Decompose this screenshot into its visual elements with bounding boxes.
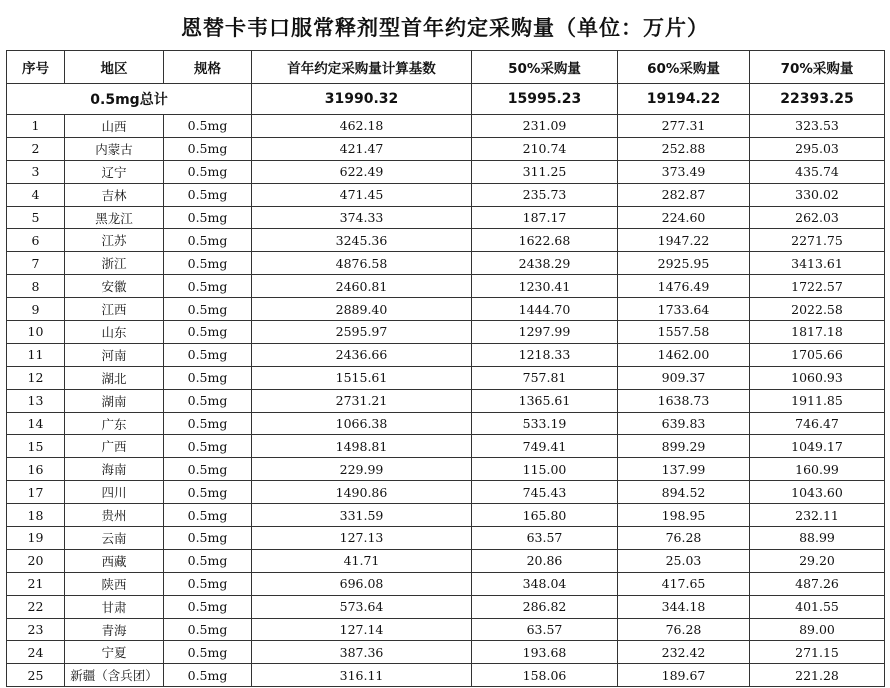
- cell-no: 19: [7, 527, 65, 550]
- cell-p60: 198.95: [618, 504, 750, 527]
- cell-p70: 271.15: [750, 641, 885, 664]
- cell-p60: 899.29: [618, 435, 750, 458]
- cell-base: 2460.81: [252, 275, 472, 298]
- cell-base: 3245.36: [252, 229, 472, 252]
- cell-p50: 210.74: [472, 137, 618, 160]
- cell-p50: 1365.61: [472, 389, 618, 412]
- total-base: 31990.32: [252, 84, 472, 115]
- cell-no: 15: [7, 435, 65, 458]
- table-row: [7, 115, 885, 138]
- cell-p50: 115.00: [472, 458, 618, 481]
- cell-base: 471.45: [252, 183, 472, 206]
- cell-p70: 330.02: [750, 183, 885, 206]
- cell-spec: 0.5mg: [164, 343, 252, 366]
- cell-no: 17: [7, 481, 65, 504]
- cell-base: 316.11: [252, 664, 472, 687]
- cell-region: 吉林: [65, 183, 164, 206]
- cell-p60: 1476.49: [618, 275, 750, 298]
- total-p50: 15995.23: [472, 84, 618, 115]
- cell-base: 462.18: [252, 115, 472, 138]
- table-row: [7, 389, 885, 412]
- cell-p60: 282.87: [618, 183, 750, 206]
- cell-region: 辽宁: [65, 160, 164, 183]
- cell-p50: 63.57: [472, 527, 618, 550]
- cell-no: 18: [7, 504, 65, 527]
- cell-spec: 0.5mg: [164, 527, 252, 550]
- cell-region: 四川: [65, 481, 164, 504]
- cell-p60: 76.28: [618, 618, 750, 641]
- cell-p70: 262.03: [750, 206, 885, 229]
- table-row: [7, 412, 885, 435]
- table-row: [7, 504, 885, 527]
- table-row: [7, 572, 885, 595]
- cell-no: 3: [7, 160, 65, 183]
- cell-p50: 1622.68: [472, 229, 618, 252]
- cell-p50: 1297.99: [472, 321, 618, 344]
- cell-region: 山西: [65, 115, 164, 138]
- table-row: [7, 458, 885, 481]
- cell-base: 1498.81: [252, 435, 472, 458]
- cell-p60: 909.37: [618, 366, 750, 389]
- cell-p60: 76.28: [618, 527, 750, 550]
- cell-no: 14: [7, 412, 65, 435]
- cell-p60: 137.99: [618, 458, 750, 481]
- cell-region: 浙江: [65, 252, 164, 275]
- cell-no: 20: [7, 549, 65, 572]
- cell-p70: 2022.58: [750, 298, 885, 321]
- cell-base: 41.71: [252, 549, 472, 572]
- header-spec: 规格: [164, 51, 252, 84]
- cell-spec: 0.5mg: [164, 183, 252, 206]
- cell-region: 贵州: [65, 504, 164, 527]
- cell-base: 4876.58: [252, 252, 472, 275]
- cell-p70: 1722.57: [750, 275, 885, 298]
- cell-p70: 29.20: [750, 549, 885, 572]
- cell-base: 622.49: [252, 160, 472, 183]
- cell-no: 11: [7, 343, 65, 366]
- cell-p70: 401.55: [750, 595, 885, 618]
- cell-p70: 746.47: [750, 412, 885, 435]
- cell-base: 374.33: [252, 206, 472, 229]
- cell-no: 4: [7, 183, 65, 206]
- cell-no: 9: [7, 298, 65, 321]
- cell-spec: 0.5mg: [164, 389, 252, 412]
- cell-p70: 1049.17: [750, 435, 885, 458]
- cell-p70: 1911.85: [750, 389, 885, 412]
- cell-spec: 0.5mg: [164, 504, 252, 527]
- cell-region: 青海: [65, 618, 164, 641]
- cell-region: 西藏: [65, 549, 164, 572]
- cell-spec: 0.5mg: [164, 252, 252, 275]
- table-row: [7, 160, 885, 183]
- cell-spec: 0.5mg: [164, 275, 252, 298]
- table-row: [7, 366, 885, 389]
- cell-p70: 1817.18: [750, 321, 885, 344]
- table-row: [7, 641, 885, 664]
- cell-region: 新疆（含兵团）: [65, 664, 164, 687]
- header-base: 首年约定采购量计算基数: [252, 51, 472, 84]
- cell-base: 573.64: [252, 595, 472, 618]
- cell-region: 宁夏: [65, 641, 164, 664]
- cell-p50: 1230.41: [472, 275, 618, 298]
- cell-p50: 231.09: [472, 115, 618, 138]
- cell-no: 16: [7, 458, 65, 481]
- cell-p60: 1733.64: [618, 298, 750, 321]
- cell-spec: 0.5mg: [164, 229, 252, 252]
- table-row: [7, 343, 885, 366]
- cell-p60: 277.31: [618, 115, 750, 138]
- cell-p60: 252.88: [618, 137, 750, 160]
- cell-p50: 286.82: [472, 595, 618, 618]
- cell-p60: 639.83: [618, 412, 750, 435]
- cell-spec: 0.5mg: [164, 481, 252, 504]
- cell-no: 1: [7, 115, 65, 138]
- cell-p60: 344.18: [618, 595, 750, 618]
- cell-spec: 0.5mg: [164, 298, 252, 321]
- cell-spec: 0.5mg: [164, 641, 252, 664]
- cell-region: 湖北: [65, 366, 164, 389]
- cell-base: 387.36: [252, 641, 472, 664]
- procurement-table: [6, 50, 885, 687]
- cell-p60: 25.03: [618, 549, 750, 572]
- cell-p60: 189.67: [618, 664, 750, 687]
- cell-p50: 235.73: [472, 183, 618, 206]
- table-row: [7, 298, 885, 321]
- cell-spec: 0.5mg: [164, 572, 252, 595]
- cell-no: 8: [7, 275, 65, 298]
- table-row: [7, 321, 885, 344]
- cell-base: 2731.21: [252, 389, 472, 412]
- table-row: [7, 481, 885, 504]
- cell-no: 2: [7, 137, 65, 160]
- cell-base: 127.13: [252, 527, 472, 550]
- cell-base: 421.47: [252, 137, 472, 160]
- cell-no: 22: [7, 595, 65, 618]
- table-row: [7, 183, 885, 206]
- cell-region: 山东: [65, 321, 164, 344]
- cell-spec: 0.5mg: [164, 435, 252, 458]
- cell-base: 1066.38: [252, 412, 472, 435]
- cell-no: 6: [7, 229, 65, 252]
- cell-no: 25: [7, 664, 65, 687]
- cell-spec: 0.5mg: [164, 412, 252, 435]
- cell-spec: 0.5mg: [164, 160, 252, 183]
- cell-p50: 745.43: [472, 481, 618, 504]
- cell-p50: 187.17: [472, 206, 618, 229]
- table-row: [7, 229, 885, 252]
- table-row: [7, 664, 885, 687]
- cell-p50: 193.68: [472, 641, 618, 664]
- cell-no: 10: [7, 321, 65, 344]
- header-p50: 50%采购量: [472, 51, 618, 84]
- table-row: [7, 137, 885, 160]
- cell-no: 23: [7, 618, 65, 641]
- total-p70: 22393.25: [750, 84, 885, 115]
- table-row: [7, 618, 885, 641]
- table-row: [7, 275, 885, 298]
- cell-spec: 0.5mg: [164, 458, 252, 481]
- cell-no: 5: [7, 206, 65, 229]
- cell-p70: 487.26: [750, 572, 885, 595]
- cell-p70: 160.99: [750, 458, 885, 481]
- cell-p50: 533.19: [472, 412, 618, 435]
- header-p70: 70%采购量: [750, 51, 885, 84]
- cell-p50: 1444.70: [472, 298, 618, 321]
- cell-p50: 158.06: [472, 664, 618, 687]
- cell-p70: 221.28: [750, 664, 885, 687]
- cell-no: 7: [7, 252, 65, 275]
- cell-region: 广东: [65, 412, 164, 435]
- cell-no: 13: [7, 389, 65, 412]
- cell-base: 696.08: [252, 572, 472, 595]
- cell-p60: 894.52: [618, 481, 750, 504]
- cell-region: 安徽: [65, 275, 164, 298]
- cell-p50: 348.04: [472, 572, 618, 595]
- cell-p60: 373.49: [618, 160, 750, 183]
- cell-region: 甘肃: [65, 595, 164, 618]
- cell-region: 江西: [65, 298, 164, 321]
- cell-no: 12: [7, 366, 65, 389]
- cell-p70: 88.99: [750, 527, 885, 550]
- table-row: [7, 549, 885, 572]
- cell-spec: 0.5mg: [164, 366, 252, 389]
- table-row: [7, 595, 885, 618]
- cell-p70: 435.74: [750, 160, 885, 183]
- cell-p50: 20.86: [472, 549, 618, 572]
- cell-spec: 0.5mg: [164, 618, 252, 641]
- cell-region: 江苏: [65, 229, 164, 252]
- cell-p60: 1638.73: [618, 389, 750, 412]
- header-p60: 60%采购量: [618, 51, 750, 84]
- cell-p70: 295.03: [750, 137, 885, 160]
- cell-p60: 1462.00: [618, 343, 750, 366]
- cell-region: 湖南: [65, 389, 164, 412]
- table-row: [7, 435, 885, 458]
- cell-base: 127.14: [252, 618, 472, 641]
- header-region: 地区: [65, 51, 164, 84]
- cell-region: 海南: [65, 458, 164, 481]
- cell-base: 2595.97: [252, 321, 472, 344]
- cell-spec: 0.5mg: [164, 115, 252, 138]
- cell-p60: 417.65: [618, 572, 750, 595]
- cell-base: 2889.40: [252, 298, 472, 321]
- cell-p50: 749.41: [472, 435, 618, 458]
- cell-region: 黑龙江: [65, 206, 164, 229]
- cell-p50: 311.25: [472, 160, 618, 183]
- cell-p70: 2271.75: [750, 229, 885, 252]
- cell-spec: 0.5mg: [164, 206, 252, 229]
- cell-region: 河南: [65, 343, 164, 366]
- cell-p60: 232.42: [618, 641, 750, 664]
- cell-p60: 1947.22: [618, 229, 750, 252]
- cell-spec: 0.5mg: [164, 137, 252, 160]
- cell-no: 24: [7, 641, 65, 664]
- cell-base: 1515.61: [252, 366, 472, 389]
- cell-p50: 2438.29: [472, 252, 618, 275]
- cell-spec: 0.5mg: [164, 664, 252, 687]
- cell-region: 广西: [65, 435, 164, 458]
- total-label: 0.5mg总计: [7, 84, 252, 115]
- cell-no: 21: [7, 572, 65, 595]
- page-title: 恩替卡韦口服常释剂型首年约定采购量（单位：万片）: [181, 16, 709, 40]
- cell-p70: 323.53: [750, 115, 885, 138]
- cell-p70: 232.11: [750, 504, 885, 527]
- header-no: 序号: [7, 51, 65, 84]
- cell-base: 1490.86: [252, 481, 472, 504]
- cell-region: 内蒙古: [65, 137, 164, 160]
- header-row: [7, 51, 885, 84]
- table-row: [7, 527, 885, 550]
- cell-base: 2436.66: [252, 343, 472, 366]
- cell-p50: 1218.33: [472, 343, 618, 366]
- cell-p50: 757.81: [472, 366, 618, 389]
- cell-region: 陕西: [65, 572, 164, 595]
- cell-p50: 63.57: [472, 618, 618, 641]
- cell-p60: 2925.95: [618, 252, 750, 275]
- cell-spec: 0.5mg: [164, 321, 252, 344]
- cell-p60: 1557.58: [618, 321, 750, 344]
- total-p60: 19194.22: [618, 84, 750, 115]
- cell-p70: 3413.61: [750, 252, 885, 275]
- cell-region: 云南: [65, 527, 164, 550]
- cell-spec: 0.5mg: [164, 549, 252, 572]
- cell-p50: 165.80: [472, 504, 618, 527]
- table-row: [7, 252, 885, 275]
- table-row: [7, 206, 885, 229]
- cell-p70: 1705.66: [750, 343, 885, 366]
- cell-base: 331.59: [252, 504, 472, 527]
- cell-spec: 0.5mg: [164, 595, 252, 618]
- cell-p70: 89.00: [750, 618, 885, 641]
- total-row: [7, 84, 885, 115]
- cell-p70: 1060.93: [750, 366, 885, 389]
- cell-base: 229.99: [252, 458, 472, 481]
- cell-p70: 1043.60: [750, 481, 885, 504]
- cell-p60: 224.60: [618, 206, 750, 229]
